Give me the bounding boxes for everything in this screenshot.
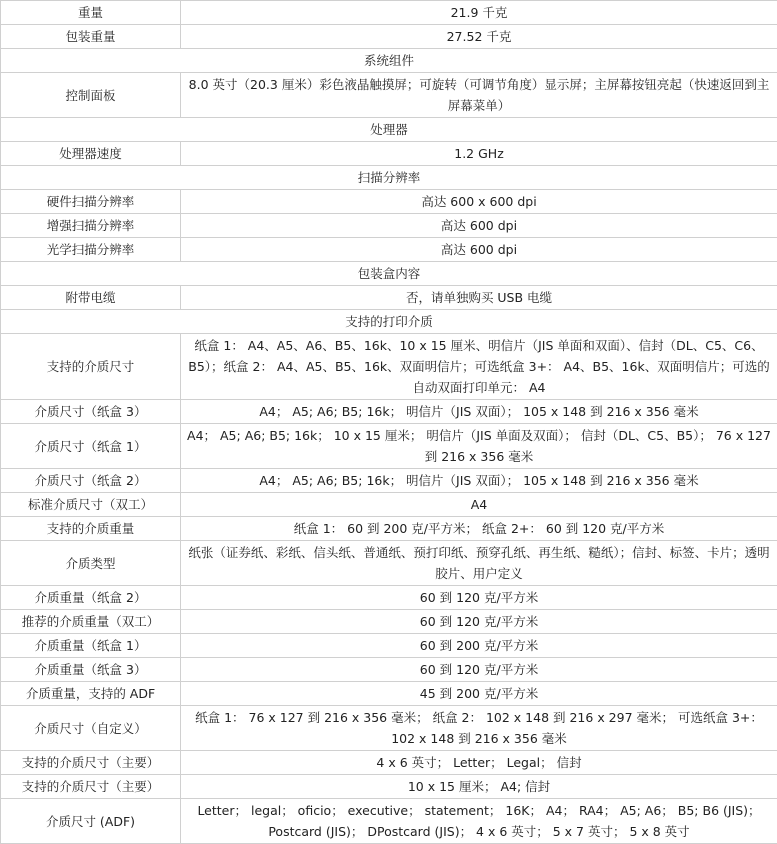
table-row — [1, 751, 777, 775]
spec-value: 8.0 英寸（20.3 厘米）彩色液晶触摸屏；可旋转（可调节角度）显示屏；主屏幕按钮亮起（快速返回到主屏幕菜单） — [181, 73, 777, 118]
spec-label: 支持的介质尺寸（主要） — [1, 775, 181, 799]
spec-value: 60 到 120 克/平方米 — [181, 586, 777, 610]
spec-value: 纸张（证券纸、彩纸、信头纸、普通纸、预打印纸、预穿孔纸、再生纸、糙纸）；信封、标签、卡片；透明胶片、用户定义 — [181, 541, 777, 586]
spec-label: 控制面板 — [1, 73, 181, 118]
section-header-row — [1, 49, 777, 73]
spec-label: 包装重量 — [1, 25, 181, 49]
table-row — [1, 541, 777, 586]
section-header-row — [1, 118, 777, 142]
table-row — [1, 238, 777, 262]
spec-label: 硬件扫描分辨率 — [1, 190, 181, 214]
spec-label: 支持的介质重量 — [1, 517, 181, 541]
spec-value: 4 x 6 英寸； Letter； Legal； 信封 — [181, 751, 777, 775]
table-row — [1, 400, 777, 424]
table-row — [1, 214, 777, 238]
spec-value: 纸盒 1： 60 到 200 克/平方米； 纸盒 2+： 60 到 120 克/平方米 — [181, 517, 777, 541]
spec-label: 介质尺寸 (ADF) — [1, 799, 181, 844]
table-row — [1, 682, 777, 706]
table-row — [1, 286, 777, 310]
spec-value: A4； A5; A6; B5; 16k； 10 x 15 厘米； 明信片（JIS 单面及双面）； 信封（DL、C5、B5）； 76 x 127 到 216 x 356 毫米 — [181, 424, 777, 469]
spec-label: 附带电缆 — [1, 286, 181, 310]
section-title: 系统组件 — [1, 49, 777, 73]
spec-value: 21.9 千克 — [181, 1, 777, 25]
section-title: 处理器 — [1, 118, 777, 142]
spec-label: 支持的介质尺寸（主要） — [1, 751, 181, 775]
spec-value: 纸盒 1： A4、A5、A6、B5、16k、10 x 15 厘米、明信片（JIS 单面和双面）、信封（DL、C5、C6、B5）；纸盒 2： A4、A5、B5、16k、双面明信片；可选纸盒 3+： A4、B5、16k、双面明信片；可选的自动双面打印单元： A4 — [181, 334, 777, 400]
spec-label: 介质尺寸（自定义） — [1, 706, 181, 751]
spec-value: 高达 600 x 600 dpi — [181, 190, 777, 214]
table-row — [1, 25, 777, 49]
section-title: 包装盒内容 — [1, 262, 777, 286]
table-row — [1, 73, 777, 118]
spec-label: 介质重量（纸盒 3） — [1, 658, 181, 682]
spec-label: 介质尺寸（纸盒 3） — [1, 400, 181, 424]
spec-value: 27.52 千克 — [181, 25, 777, 49]
table-row — [1, 658, 777, 682]
spec-value: 高达 600 dpi — [181, 238, 777, 262]
section-header-row — [1, 166, 777, 190]
table-row — [1, 1, 777, 25]
spec-label: 支持的介质尺寸 — [1, 334, 181, 400]
spec-label: 标准介质尺寸（双工） — [1, 493, 181, 517]
section-header-row — [1, 310, 777, 334]
spec-value: 1.2 GHz — [181, 142, 777, 166]
table-row — [1, 469, 777, 493]
spec-label: 介质重量，支持的 ADF — [1, 682, 181, 706]
spec-value: A4 — [181, 493, 777, 517]
spec-label: 介质重量（纸盒 1） — [1, 634, 181, 658]
table-row — [1, 334, 777, 400]
spec-value: 45 到 200 克/平方米 — [181, 682, 777, 706]
section-title: 支持的打印介质 — [1, 310, 777, 334]
spec-label: 处理器速度 — [1, 142, 181, 166]
table-row — [1, 610, 777, 634]
spec-value: A4； A5; A6; B5; 16k； 明信片（JIS 双面）； 105 x 148 到 216 x 356 毫米 — [181, 400, 777, 424]
spec-label: 推荐的介质重量（双工） — [1, 610, 181, 634]
spec-label: 介质尺寸（纸盒 1） — [1, 424, 181, 469]
table-row — [1, 493, 777, 517]
spec-value: 纸盒 1： 76 x 127 到 216 x 356 毫米； 纸盒 2： 102 x 148 到 216 x 297 毫米； 可选纸盒 3+： 102 x 148 到 216 x 356 毫米 — [181, 706, 777, 751]
table-row — [1, 142, 777, 166]
table-row — [1, 634, 777, 658]
table-row — [1, 775, 777, 799]
table-row — [1, 190, 777, 214]
spec-table-body — [1, 1, 777, 844]
spec-label: 介质类型 — [1, 541, 181, 586]
table-row — [1, 706, 777, 751]
spec-label: 介质重量（纸盒 2） — [1, 586, 181, 610]
spec-label: 重量 — [1, 1, 181, 25]
spec-value: 60 到 120 克/平方米 — [181, 658, 777, 682]
table-row — [1, 424, 777, 469]
spec-label: 介质尺寸（纸盒 2） — [1, 469, 181, 493]
spec-value: 60 到 120 克/平方米 — [181, 610, 777, 634]
spec-value: 10 x 15 厘米； A4; 信封 — [181, 775, 777, 799]
spec-value: A4； A5; A6; B5; 16k； 明信片（JIS 双面）； 105 x 148 到 216 x 356 毫米 — [181, 469, 777, 493]
section-header-row — [1, 262, 777, 286]
table-row — [1, 586, 777, 610]
spec-value: 否，请单独购买 USB 电缆 — [181, 286, 777, 310]
spec-label: 光学扫描分辨率 — [1, 238, 181, 262]
spec-value: 60 到 200 克/平方米 — [181, 634, 777, 658]
spec-value: Letter； legal； oficio； executive； statement； 16K； A4； RA4； A5; A6； B5; B6 (JIS)； Postcard (JIS)； DPostcard (JIS)； 4 x 6 英寸； 5 x 7 英寸； 5 x 8 英寸 — [181, 799, 777, 844]
spec-value: 高达 600 dpi — [181, 214, 777, 238]
section-title: 扫描分辨率 — [1, 166, 777, 190]
table-row — [1, 799, 777, 844]
spec-label: 增强扫描分辨率 — [1, 214, 181, 238]
table-row — [1, 517, 777, 541]
